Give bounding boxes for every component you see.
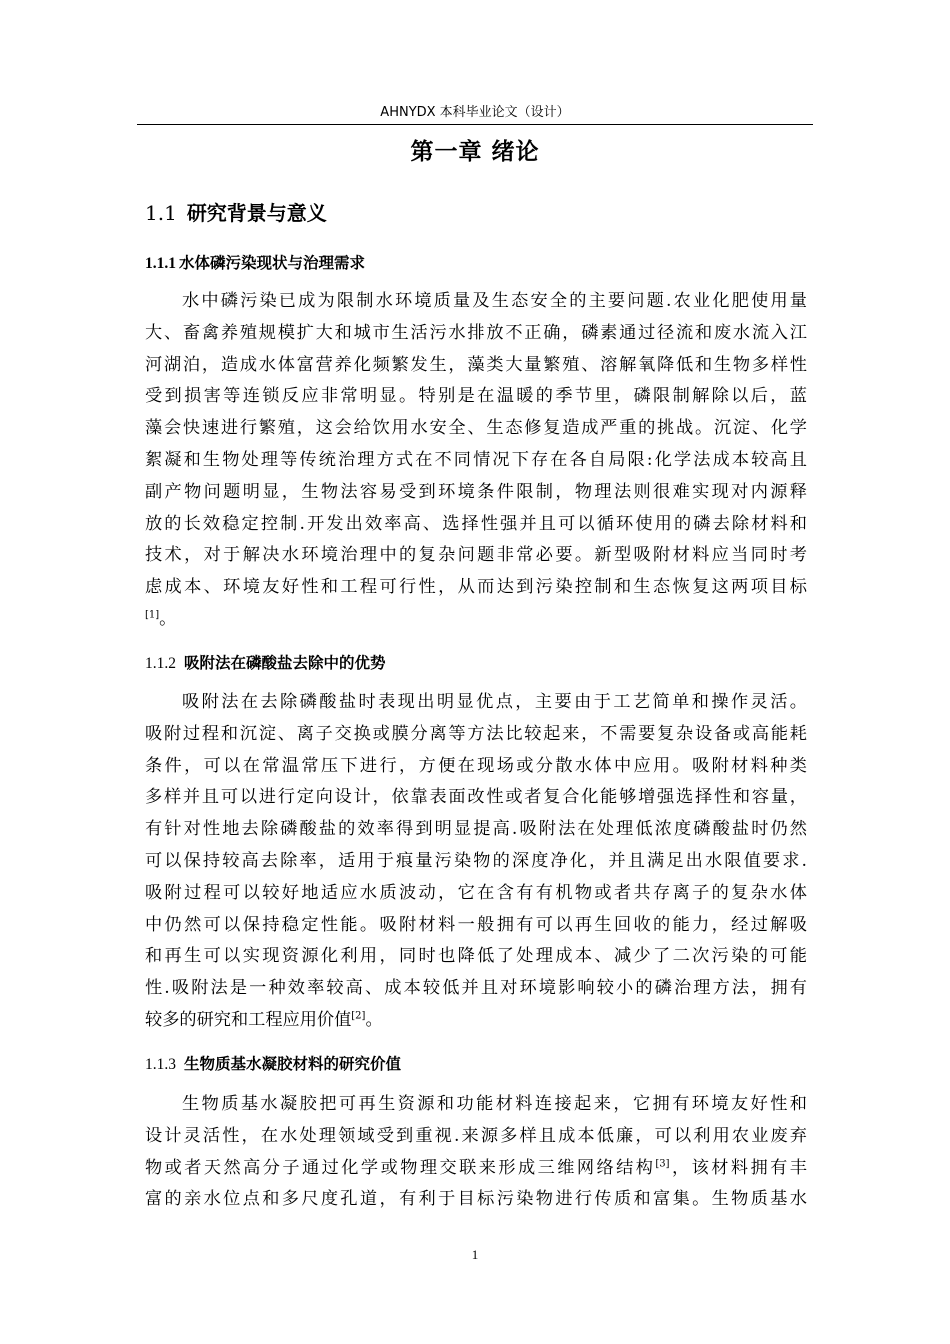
header-rule: [137, 124, 813, 125]
paragraph-line: [145, 604, 807, 636]
paragraph-line-part: 物或者天然高分子通过化学或物理交联来形成三维网络结构: [145, 1157, 656, 1178]
paragraph-line: [145, 1153, 807, 1185]
subsection-number: 1.1.3: [145, 1056, 176, 1073]
paragraph-line: 技术，对于解决水环境治理中的复杂问题非常必要。新型吸附材料应当同时考: [145, 545, 807, 566]
paragraph-1-1-2: [145, 687, 807, 1037]
subsection-heading-1-1-3: [145, 1053, 401, 1076]
subsection-heading-1-1-2: [145, 652, 386, 675]
paragraph-line: 有针对性地去除磷酸盐的效率得到明显提高.吸附法在处理低浓度磷酸盐时仍然: [145, 819, 807, 840]
paragraph-line: 条件，可以在常温常压下进行，方便在现场或分散水体中应用。吸附材料种类: [145, 755, 807, 776]
section-heading: [145, 199, 327, 227]
paragraph-line: 放的长效稳定控制.开发出效率高、选择性强并且可以循环使用的磷去除材料和: [145, 513, 807, 534]
running-header: AHNYDX 本科毕业论文（设计）: [380, 105, 570, 120]
paragraph-1-1-1: [145, 286, 807, 636]
paragraph-tail: 。: [159, 608, 177, 629]
subsection-title: 生物质基水凝胶材料的研究价值: [184, 1055, 402, 1073]
citation: [1]: [145, 609, 160, 621]
paragraph-line: 受到损害等连锁反应非常明显。特别是在温暖的季节里，磷限制解除以后，蓝: [145, 386, 807, 407]
paragraph-line: 水中磷污染已成为限制水环境质量及生态安全的主要问题.农业化肥使用量: [182, 291, 807, 311]
subsection-number: 1.1.1: [145, 255, 176, 272]
paragraph-line-part: ，该材料拥有丰: [669, 1157, 807, 1178]
paragraph-line: 和再生可以实现资源化利用，同时也降低了处理成本、减少了二次污染的可能: [145, 946, 807, 967]
page-number: 1: [471, 1247, 479, 1262]
paragraph-line: 吸附过程可以较好地适应水质波动，它在含有有机物或者共存离子的复杂水体: [145, 882, 807, 903]
paragraph-line: 性.吸附法是一种效率较高、成本较低并且对环境影响较小的磷治理方法，拥有: [145, 978, 807, 999]
paragraph-tail: 。: [365, 1009, 383, 1030]
paragraph-line: 设计灵活性，在水处理领域受到重视.来源多样且成本低廉，可以利用农业废弃: [145, 1125, 807, 1146]
paragraph-line: 絮凝和生物处理等传统治理方式在不同情况下存在各自局限:化学法成本较高且: [145, 449, 807, 470]
paragraph-line: 多样并且可以进行定向设计，依靠表面改性或者复合化能够增强选择性和容量，: [145, 787, 807, 808]
paragraph-line: 富的亲水位点和多尺度孔道，有利于目标污染物进行传质和富集。生物质基水: [145, 1189, 807, 1210]
paragraph-line: 吸附过程和沉淀、离子交换或膜分离等方法比较起来，不需要复杂设备或高能耗: [145, 723, 807, 744]
paragraph-line: 副产物问题明显，生物法容易受到环境条件限制，物理法则很难实现对内源释: [145, 481, 807, 502]
paragraph-line: 藻会快速进行繁殖，这会给饮用水安全、生态修复造成严重的挑战。沉淀、化学: [145, 418, 807, 439]
chapter-title: 第一章 绪论: [410, 139, 540, 165]
section-number: 1.1: [145, 201, 177, 225]
paragraph-1-1-3: [145, 1089, 807, 1216]
section-title: 研究背景与意义: [186, 201, 327, 225]
subsection-title: 水体磷污染现状与治理需求: [179, 254, 366, 272]
paragraph-last-line: 较多的研究和工程应用价值: [145, 1009, 352, 1030]
subsection-heading-1-1-1: [145, 252, 365, 275]
subsection-title: 吸附法在磷酸盐去除中的优势: [184, 654, 386, 672]
paragraph-line: 中仍然可以保持稳定性能。吸附材料一般拥有可以再生回收的能力，经过解吸: [145, 914, 807, 935]
paragraph-line: 虑成本、环境友好性和工程可行性，从而达到污染控制和生态恢复这两项目标: [145, 577, 807, 598]
citation: [2]: [351, 1010, 366, 1022]
paragraph-line: 河湖泊，造成水体富营养化频繁发生，藻类大量繁殖、溶解氧降低和生物多样性: [145, 354, 807, 375]
paragraph-line: 吸附法在去除磷酸盐时表现出明显优点，主要由于工艺简单和操作灵活。: [182, 692, 807, 712]
citation: [3]: [655, 1157, 670, 1169]
paragraph-line: 可以保持较高去除率，适用于痕量污染物的深度净化，并且满足出水限值要求.: [145, 850, 807, 871]
paragraph-line: 生物质基水凝胶把可再生资源和功能材料连接起来，它拥有环境友好性和: [182, 1094, 807, 1114]
subsection-number: 1.1.2: [145, 655, 176, 672]
paragraph-line: [145, 1005, 807, 1037]
paragraph-line: 大、畜禽养殖规模扩大和城市生活污水排放不正确，磷素通过径流和废水流入江: [145, 322, 807, 343]
